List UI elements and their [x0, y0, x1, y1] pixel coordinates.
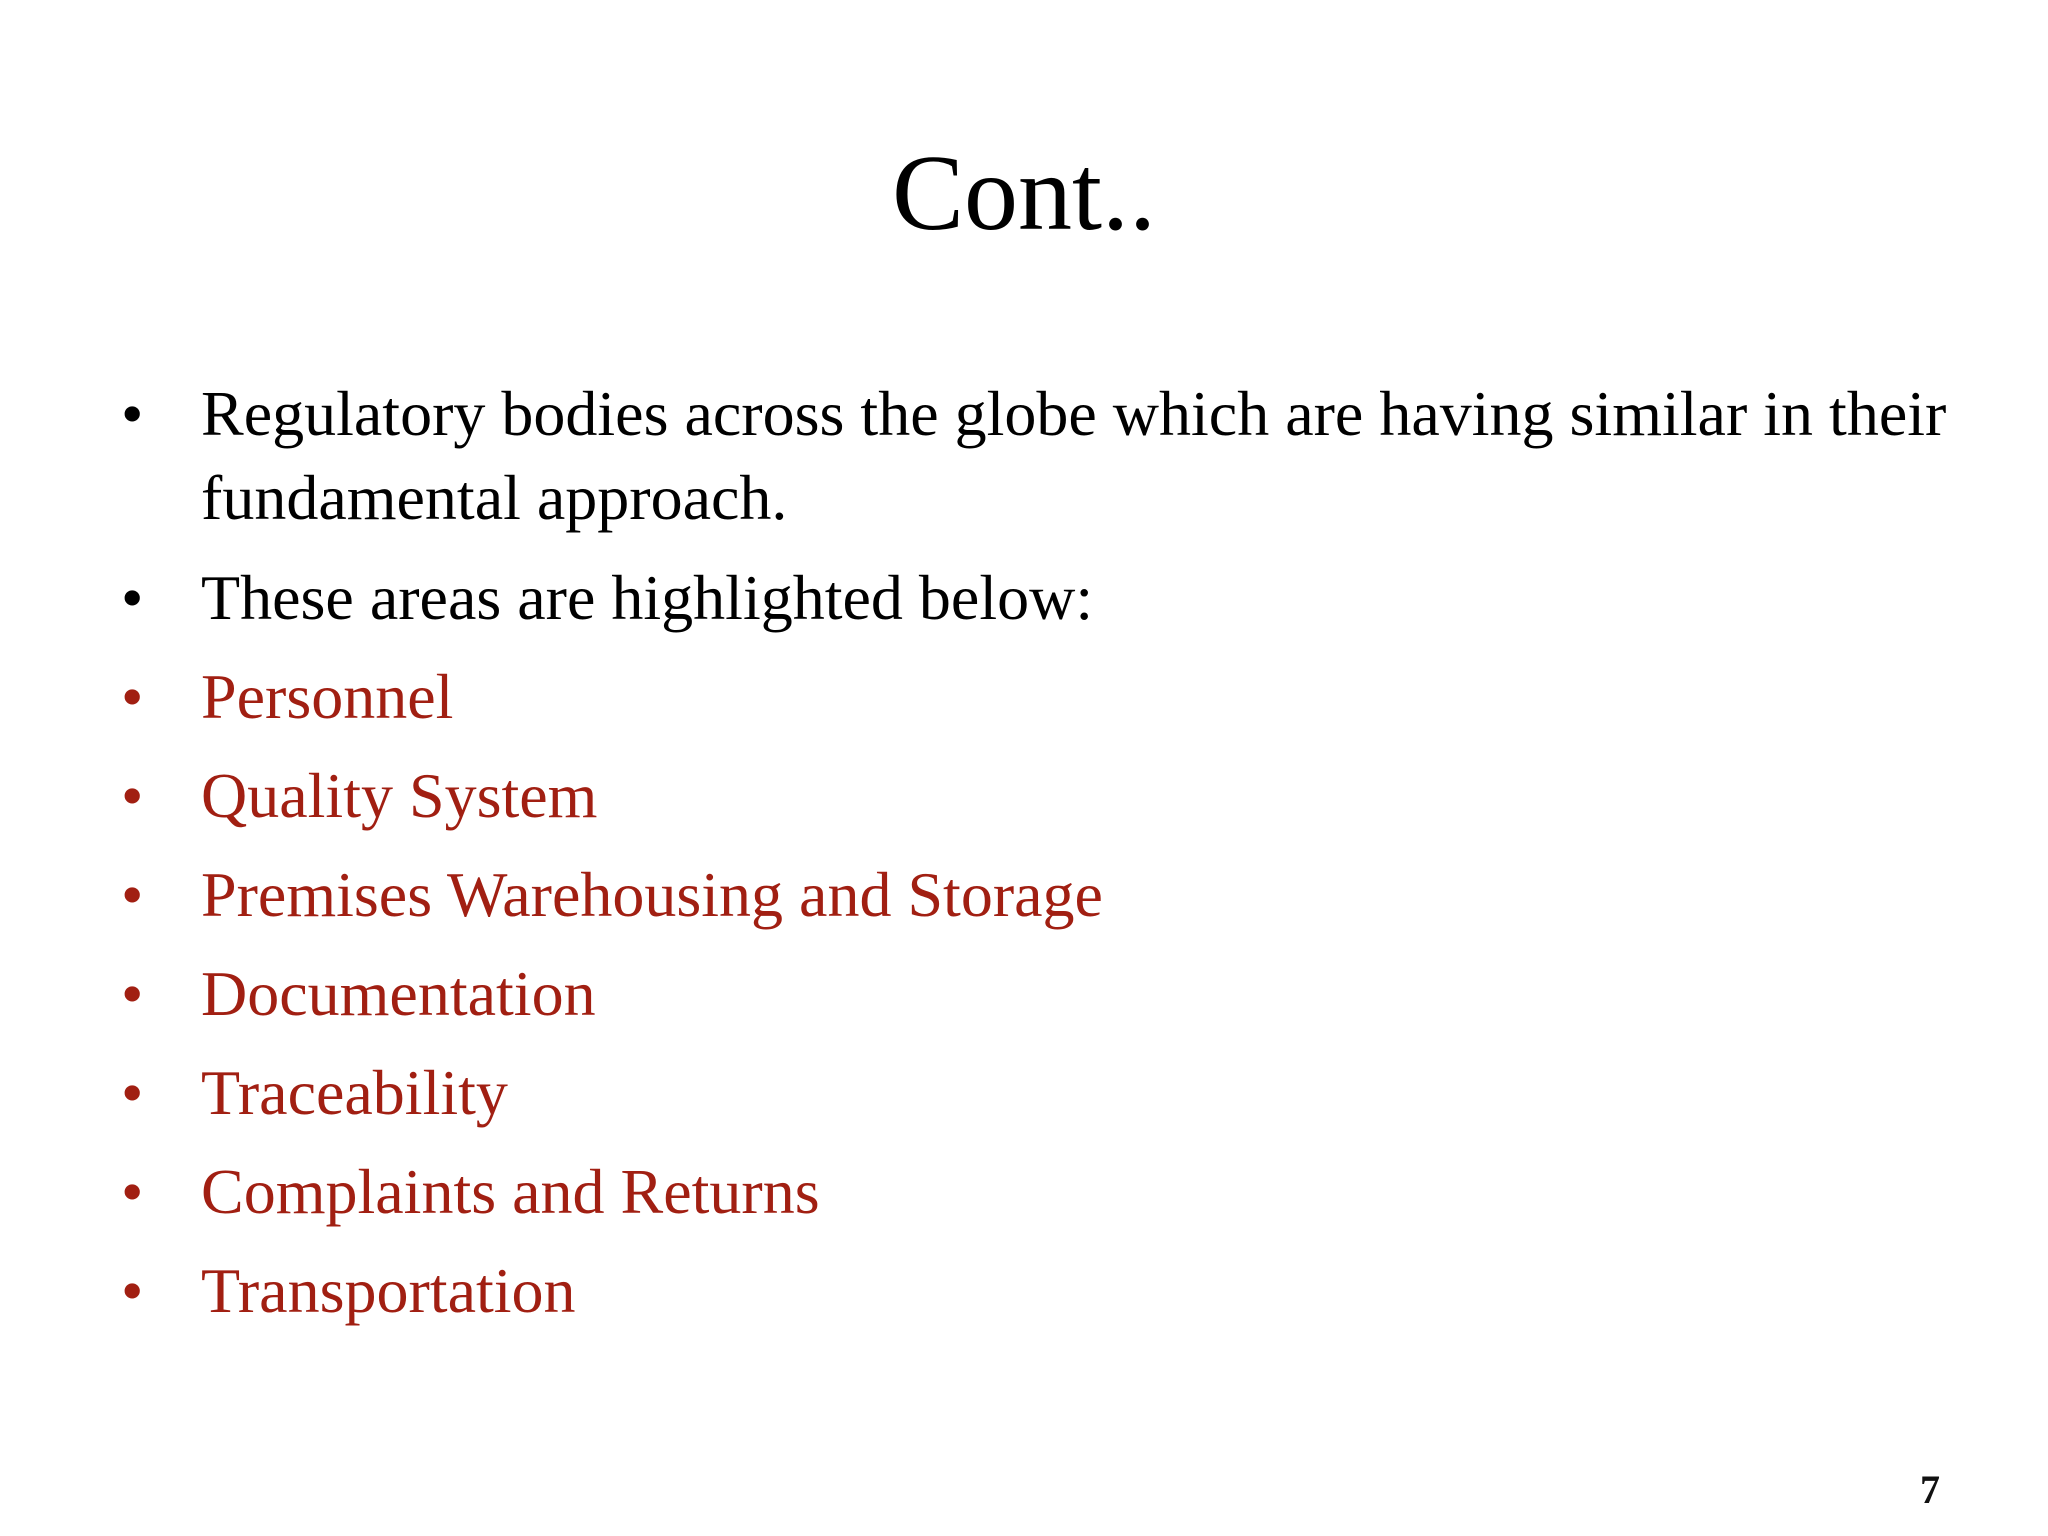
bullet-item-traceability: [0, 1051, 2048, 1135]
bullet-text: Complaints and Returns: [201, 1156, 820, 1227]
bullet-text: These areas are highlighted below:: [201, 562, 1094, 633]
bullet-item-personnel: [0, 655, 2048, 739]
bullet-text: Quality System: [201, 760, 598, 831]
bullet-icon: •: [121, 958, 144, 1029]
bullet-text: Premises Warehousing and Storage: [201, 859, 1103, 930]
bullet-icon: •: [121, 562, 144, 633]
bullet-icon: •: [121, 859, 144, 930]
bullet-text: Traceability: [201, 1057, 508, 1128]
bullet-icon: •: [121, 1057, 144, 1128]
bullet-item-documentation: [0, 952, 2048, 1036]
bullet-text: Documentation: [201, 958, 596, 1029]
bullet-text: Transportation: [201, 1255, 576, 1326]
bullet-text: Personnel: [201, 661, 454, 732]
bullet-item-transportation: [0, 1249, 2048, 1333]
bullet-icon: •: [121, 378, 144, 449]
bullet-item-complaints-returns: [0, 1150, 2048, 1234]
bullet-icon: •: [121, 1156, 144, 1227]
bullet-icon: •: [121, 1255, 144, 1326]
page-number: 7: [1920, 1467, 1940, 1512]
bullet-item-premises-warehousing-storage: [0, 853, 2048, 937]
bullet-icon: •: [121, 661, 144, 732]
bullet-item-quality-system: [0, 754, 2048, 838]
bullet-text: Regulatory bodies across the globe which are having similar in their fundamental approach.: [201, 378, 1947, 533]
slide-title: Cont..: [891, 134, 1157, 253]
bullet-item-regulatory-bodies: [0, 372, 2048, 540]
bullet-item-highlighted-areas: [0, 556, 2048, 640]
bullet-icon: •: [121, 760, 144, 831]
